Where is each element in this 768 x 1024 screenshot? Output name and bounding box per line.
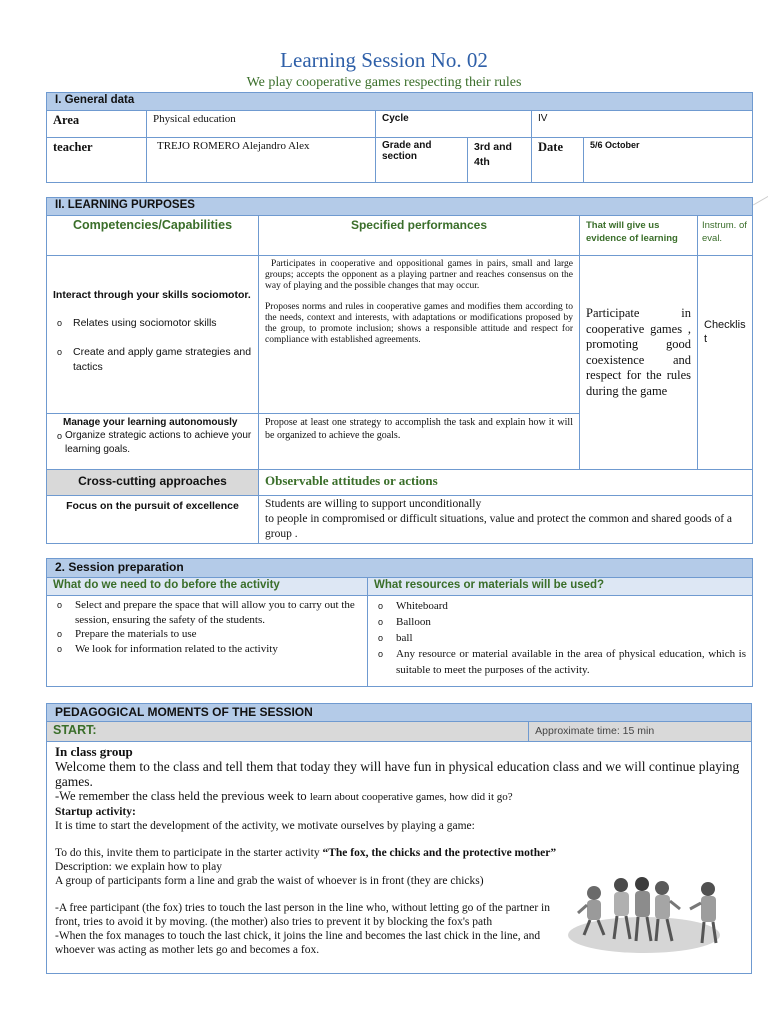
evidence-text: Participate in cooperative games , promoting good coexistence and respect for the rules during the game [586, 306, 691, 398]
before-item: o Select and prepare the space that will allow you to carry out the session, ensuring the safety of the students. [53, 598, 361, 627]
competencies-col-header: Competencies/Capabilities [47, 216, 259, 256]
startup-text: It is time to start the development of the activity, we motivate ourselves by playing a game: [55, 820, 475, 832]
start-label: START: [47, 722, 529, 742]
group-text: A group of participants form a line and grab the waist of whoever is in front (they are chicks) [55, 875, 484, 887]
resources-cell [368, 596, 753, 687]
session-preparation-table [46, 558, 753, 687]
performances-cell [259, 256, 580, 414]
start-content-cell [47, 742, 752, 974]
in-class-heading: In class group [55, 744, 133, 759]
before-item: o Prepare the materials to use [53, 627, 361, 642]
performance-1: Participates in cooperative and oppositional games in pairs, small and large groups; accepts the opponent as a playing partner and reaches consensus on the way of playing and the possible changes that may occur. [265, 259, 573, 291]
teacher-label: teacher [47, 138, 147, 183]
game-name: “The fox, the chicks and the protective mother” [322, 847, 557, 859]
resource-item: o Whiteboard [374, 598, 746, 614]
remember-part-b: learn about cooperative games, how did it go? [309, 791, 513, 803]
area-label: Area [47, 111, 147, 138]
instrument-text: Checklist [704, 319, 746, 345]
grade-value: 3rd and 4th [468, 138, 532, 183]
grade-label: Grade and section [376, 138, 468, 183]
competency-cell [47, 256, 259, 414]
resource-item: o Any resource or material available in the area of physical education, which is suitable to meet the purposes of the activity. [374, 646, 746, 678]
learning-purposes-table [46, 197, 753, 544]
learning-purposes-header: II. LEARNING PURPOSES [47, 198, 753, 216]
focus-label: Focus on the pursuit of excellence [47, 496, 259, 544]
fox-text: -A free participant (the fox) tries to touch the last person in the line who, without letting go of the partner in front, tries to avoid it by moving. (the mother) also tries to prevent it by blocking the fox's path [55, 902, 551, 928]
instrument-cell [698, 256, 753, 470]
description-text: Description: we explain how to play [55, 861, 223, 873]
competency-title: Interact through your skills sociomotor. [53, 289, 251, 301]
session-preparation-header: 2. Session preparation [47, 559, 753, 578]
capability-item: o Create and apply game strategies and tactics [53, 345, 252, 375]
general-data-table [46, 92, 753, 183]
startup-heading: Startup activity: [55, 806, 136, 818]
invite-part-a: To do this, invite them to participate in the starter activity [55, 847, 323, 859]
time-label: Approximate time: 15 min [529, 722, 752, 742]
instrument-col-header: Instrum. of eval. [698, 216, 753, 256]
children-playing-illustration [566, 873, 732, 955]
manage-item: o Organize strategic actions to achieve your learning goals. [53, 429, 252, 457]
performance-3: Propose at least one strategy to accomplish the task and explain how it will be organized to achieve the goals. [265, 417, 573, 441]
before-cell [47, 596, 368, 687]
chick-text: -When the fox manages to touch the last chick, it joins the line and becomes the last chick in the line, and whoever was acting as mother lets go and becomes a fox. [55, 930, 541, 956]
focus-text-2: to people in compromised or difficult situations, value and protect the common and shared goods of a group . [265, 513, 733, 540]
resources-list [374, 598, 746, 678]
manage-list [53, 429, 252, 457]
pedagogical-moments-table [46, 703, 752, 974]
before-col-header: What do we need to do before the activity [47, 578, 368, 596]
welcome-text: Welcome them to the class and tell them that today they will have fun in physical education class and we will continue playing games. [55, 759, 740, 789]
manage-title: Manage your learning autonomously [63, 417, 238, 428]
resources-col-header: What resources or materials will be used? [368, 578, 753, 596]
performance-2: Proposes norms and rules in cooperative games and modifies them according to the needs, context and interests, with adaptations or modifications proposed by the group, to promote inclusion; shows a responsible attitude and respect for compliance with established agreements. [265, 302, 573, 345]
manage-cell [47, 414, 259, 470]
resource-item: o Balloon [374, 614, 746, 630]
focus-text-1: Students are willing to support unconditionally [265, 498, 482, 510]
general-data-header: I. General data [47, 93, 753, 111]
cross-cutting-label: Cross-cutting approaches [47, 470, 259, 496]
performance-3-cell [259, 414, 580, 470]
invite-text [55, 846, 743, 860]
capability-item: o Relates using sociomotor skills [53, 316, 252, 331]
date-label: Date [532, 138, 584, 183]
area-value: Physical education [147, 111, 376, 138]
cycle-value: IV [532, 111, 753, 138]
remember-part-a: -We remember the class held the previous week to [55, 789, 310, 803]
cycle-label: Cycle [376, 111, 532, 138]
teacher-value: TREJO ROMERO Alejandro Alex [147, 138, 376, 183]
performances-col-header: Specified performances [259, 216, 580, 256]
evidence-cell [580, 256, 698, 470]
before-item: o We look for information related to the activity [53, 642, 361, 657]
page-title: Learning Session No. 02 [280, 48, 488, 72]
evidence-col-header: That will give us evidence of learning [580, 216, 698, 256]
focus-text-cell [259, 496, 753, 544]
date-value: 5/6 October [584, 138, 753, 183]
resource-item: o ball [374, 630, 746, 646]
capability-list [53, 316, 252, 375]
decorative-line [753, 196, 768, 206]
page-subtitle: We play cooperative games respecting their rules [246, 75, 522, 90]
before-list [53, 598, 361, 656]
remember-text [55, 789, 743, 805]
observable-label: Observable attitudes or actions [259, 470, 753, 496]
pedagogical-moments-header: PEDAGOGICAL MOMENTS OF THE SESSION [47, 704, 752, 722]
